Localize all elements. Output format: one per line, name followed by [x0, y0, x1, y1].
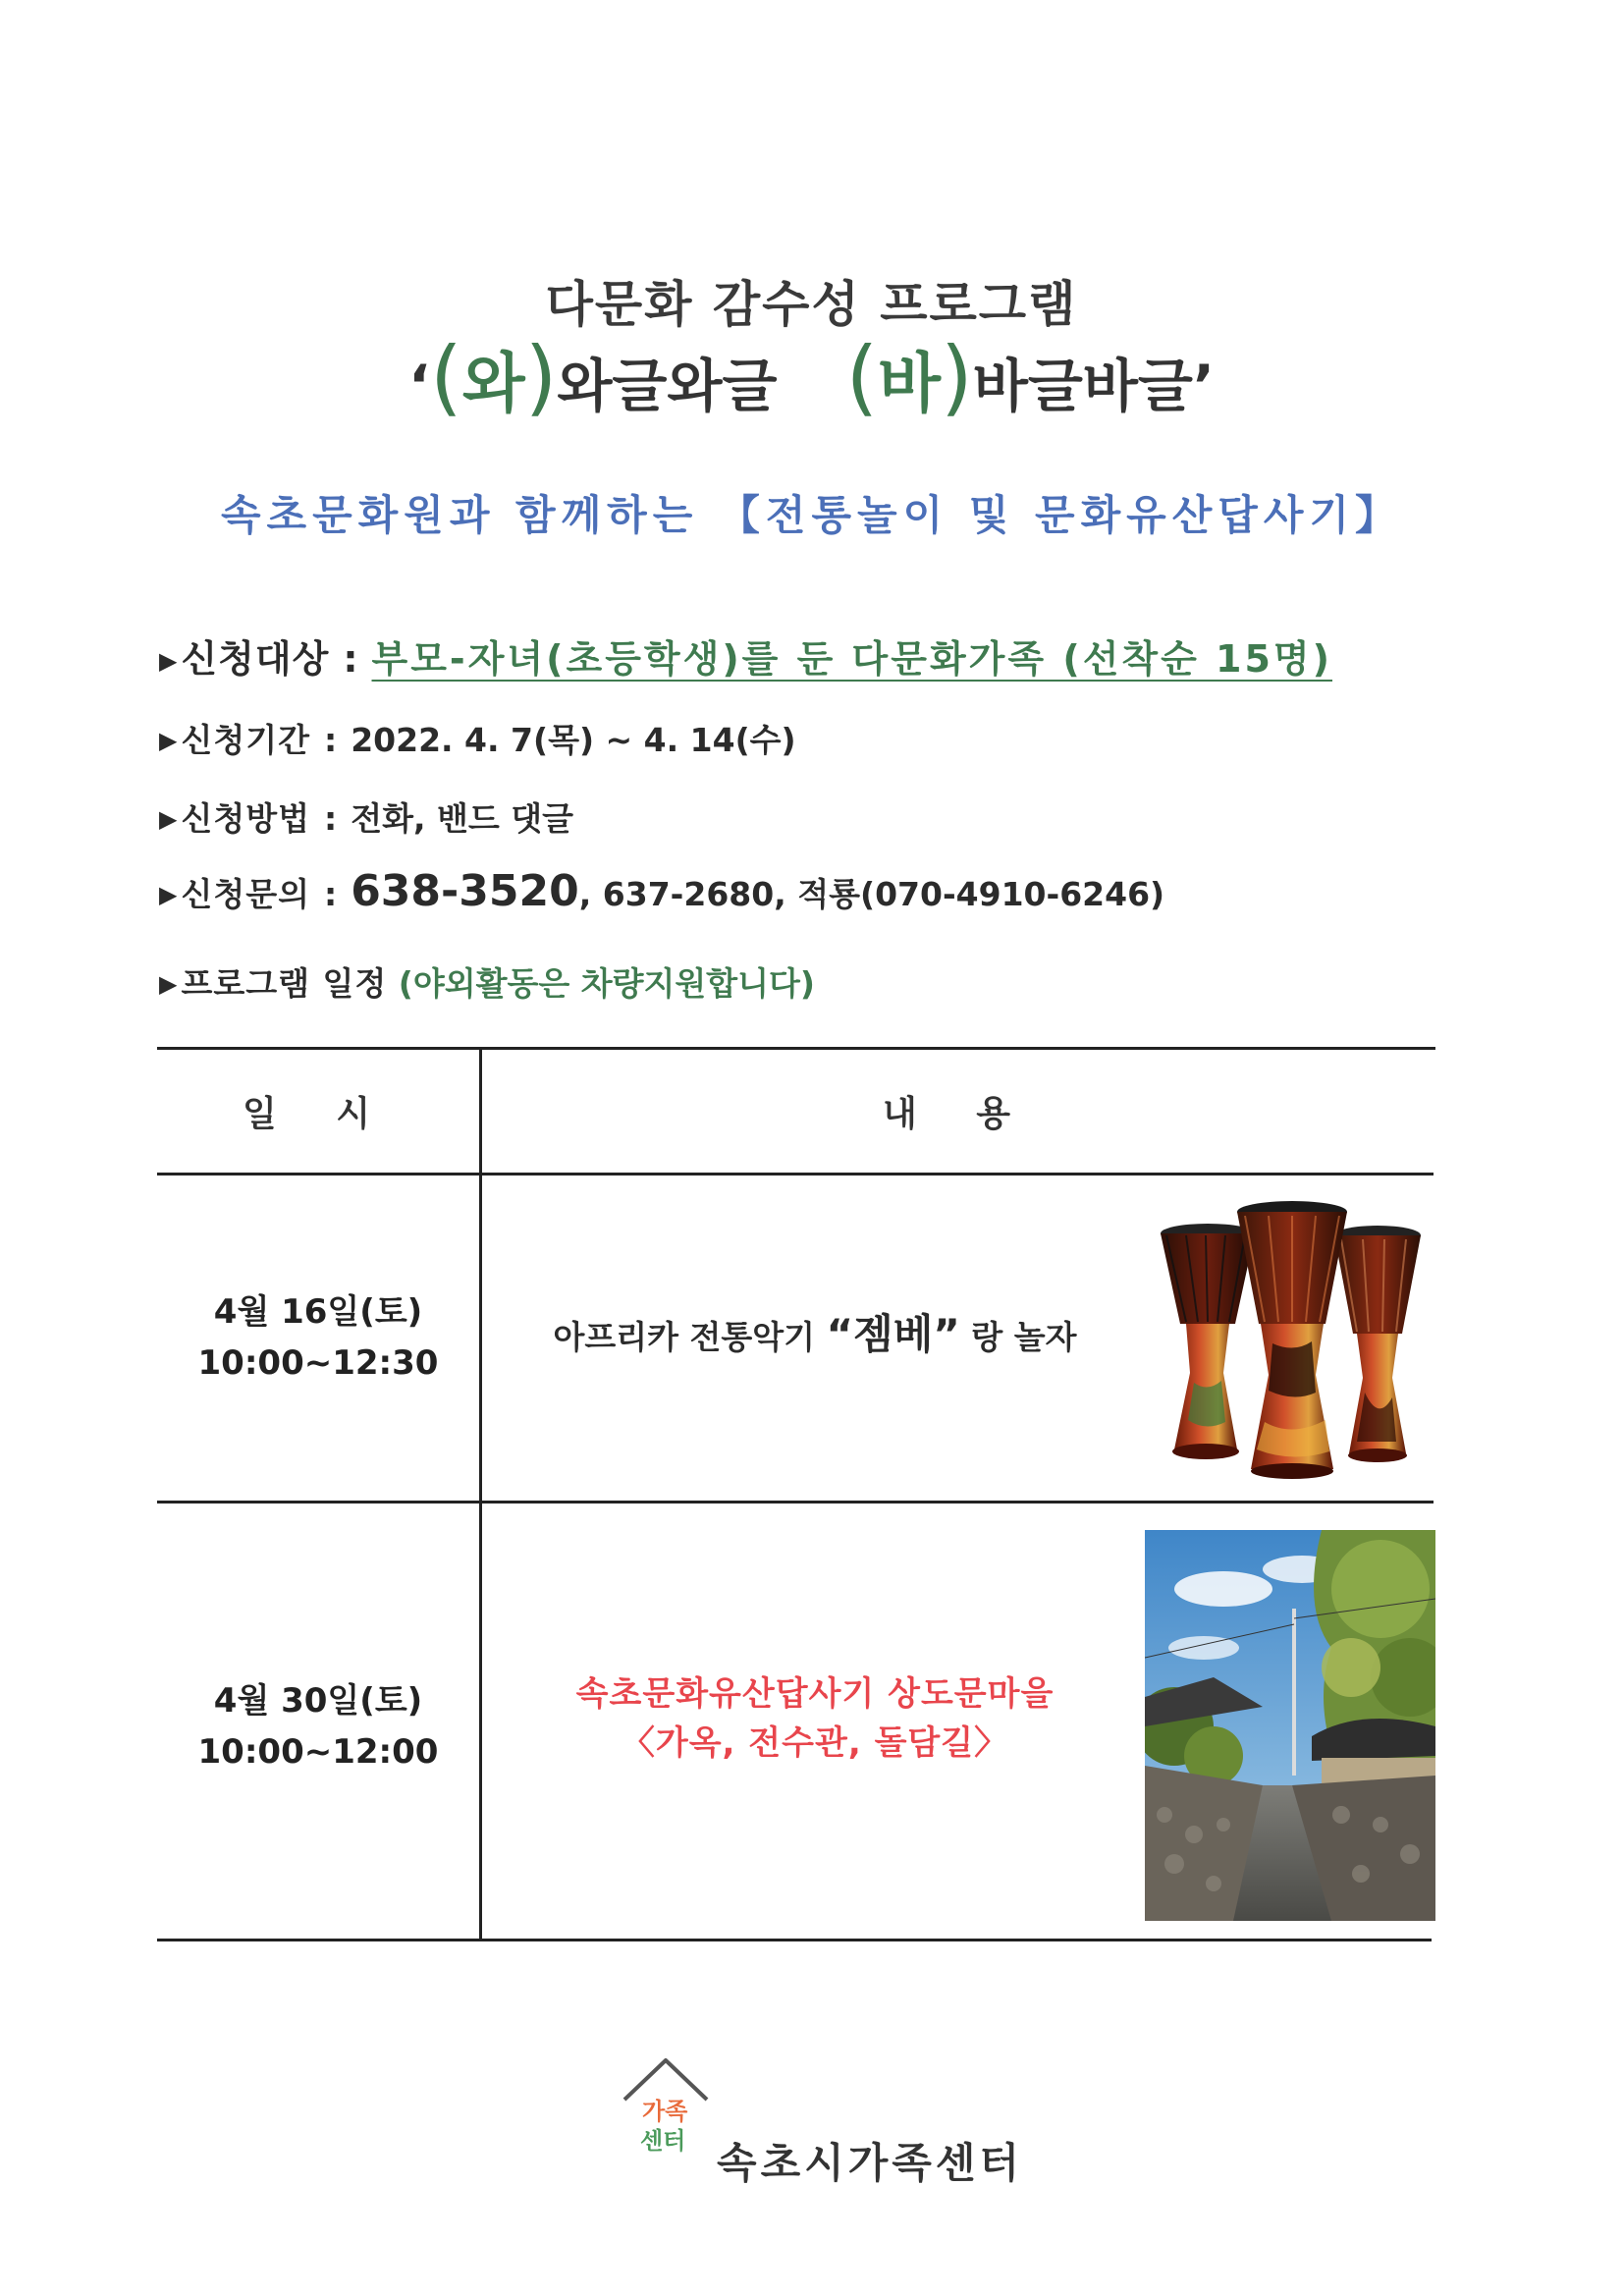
- row-1-date-text: 4월 16일(토): [213, 1292, 423, 1332]
- row-2-content-line-2: 〈가옥, 전수관, 돌담길〉: [621, 1723, 1009, 1763]
- arrow-icon: ▶: [159, 881, 178, 908]
- logo-line-2: 센터: [640, 2127, 686, 2155]
- table-row-1-content: [482, 1310, 1148, 1362]
- arrow-icon: ▶: [159, 970, 178, 998]
- info-target: ▶ 신청대상 : 부모-자녀(초등학생)를 둔 다문화가족 (선착순 15명): [159, 637, 1333, 681]
- program-title: [0, 329, 1623, 425]
- logo-line-1: 가족: [642, 2098, 688, 2125]
- info-method: ▶ 신청방법 : 전화, 밴드 댓글: [159, 799, 573, 838]
- info-period-value: 2022. 4. 7(목) ~ 4. 14(수): [351, 721, 796, 759]
- row-1-time-text: 10:00~12:30: [197, 1343, 439, 1383]
- info-target-value: 부모-자녀(초등학생)를 둔 다문화가족 (선착순 15명): [371, 637, 1333, 681]
- title-paren-open-1: (: [430, 329, 462, 425]
- info-period: ▶ 신청기간 : 2022. 4. 7(목) ~ 4. 14(수): [159, 721, 796, 759]
- table-header-divider: [157, 1173, 1434, 1175]
- title-close-quote: ’: [1192, 353, 1215, 419]
- program-headline: 속초문화원과 함께하는 【전통놀이 및 문화유산답사기】: [220, 491, 1403, 539]
- info-contact-label: 신청문의: [181, 875, 310, 913]
- house-roof-logo-icon: [619, 2052, 713, 2160]
- row-1-content-pre: 아프리카 전통악기: [553, 1318, 827, 1356]
- program-subtitle: 다문화 감수성 프로그램: [545, 276, 1078, 333]
- row-2-content-line-1: 속초문화유산답사기 상도문마을: [575, 1674, 1055, 1714]
- info-contact: ▶ 신청문의 : 638-3520, 637-2680, 적룡(070-4910-6246): [159, 866, 1165, 916]
- table-header-content: 내 용: [882, 1094, 1035, 1134]
- org-name: 속초시가족센터: [717, 2139, 1024, 2187]
- title-paren-close-2: ): [941, 329, 973, 425]
- row-1-content-quote: “젬베”: [826, 1310, 960, 1358]
- arrow-icon: ▶: [159, 805, 178, 833]
- djembe-drums-photo: [1147, 1196, 1432, 1481]
- table-row-2-content: [482, 1669, 1148, 1768]
- row-1-content-post: 랑 놀자: [959, 1318, 1077, 1356]
- row-2-time-text: 10:00~12:00: [197, 1732, 439, 1772]
- info-period-label: 신청기간: [181, 721, 310, 759]
- info-schedule-note: (야외활동은 차량지원합니다): [398, 964, 815, 1003]
- title-paren-close-1: ): [524, 329, 558, 425]
- title-word-2: 바: [878, 346, 942, 421]
- info-schedule-label: 프로그램 일정: [181, 964, 388, 1003]
- info-schedule: [159, 958, 815, 1005]
- table-row-2-date: [157, 1675, 479, 1777]
- title-rest-1: 와글와글: [557, 353, 778, 419]
- table-column-divider: [479, 1047, 482, 1941]
- info-method-label: 신청방법: [181, 799, 310, 838]
- table-row-divider: [157, 1501, 1434, 1503]
- title-open-quote: ‘: [408, 353, 431, 419]
- title-word-1: 와: [461, 346, 525, 421]
- table-row-1-date: [157, 1286, 479, 1389]
- title-rest-2: 바글바글: [972, 353, 1193, 419]
- hanok-village-photo: [1145, 1530, 1435, 1921]
- table-top-border: [157, 1047, 1435, 1050]
- info-target-label: 신청대상: [181, 637, 330, 681]
- title-paren-open-2: (: [845, 329, 879, 425]
- info-contact-main: 638-3520: [351, 866, 579, 916]
- info-method-value: 전화, 밴드 댓글: [351, 799, 573, 838]
- table-bottom-border: [157, 1939, 1432, 1941]
- arrow-icon: ▶: [159, 727, 178, 754]
- table-header-date: 일 시: [242, 1094, 395, 1134]
- arrow-icon: ▶: [159, 647, 178, 675]
- info-contact-rest: , 637-2680, 적룡(070-4910-6246): [578, 875, 1165, 913]
- row-2-date-text: 4월 30일(토): [213, 1681, 423, 1721]
